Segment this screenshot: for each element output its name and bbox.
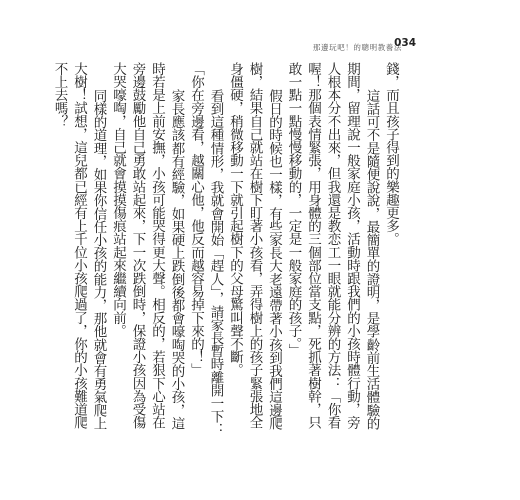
running-header: 那邊玩吧！的聰明教養法 <box>312 43 402 52</box>
body-text <box>51 62 400 440</box>
paragraph: 錢，而且孩子得到的樂趣更多。 <box>383 62 399 246</box>
paragraph: 假日的時候也一樣，有些家長大老遠帶著小孩到我們這邊爬樹，結果自己就站在樹下盯著小孩看，弄得樹上的孩子緊張地全身僵硬，稍微移動一下就引起樹下的父母驚叫聲不斷。 <box>227 62 282 430</box>
paragraph: 家長應該都有經驗，如果硬上跌倒後都會嚎啕哭的小孩，這時若是上前安撫，小孩可能哭得更大聲。相反的，若狠下心站在旁邊鼓勵他自己勇敢站起來，下一次跌倒時，保證小孩因為受傷大哭嚎啕，自己就會摸摸傷痕站起來繼續向前。 <box>110 62 185 430</box>
paragraph: 同樣的道理，如果你信任小孩的能力，那他就會有勇氣爬上大樹！試想，這兒都已經有上千位小孩爬過了，你的小孩難道爬不上去嗎？ <box>51 62 107 430</box>
paragraph: 這話可不是隨便說說，最簡單的證明，是學齡前生活體驗的期間，留理說一般家庭小孩，活動時跟我們的小孩時體行動，旁人根本分不出來，但我還是教恋工一眼就能分辨的方法：「你看喔！那個表情緊張，用身體的三個部位當支點，死抓著樹幹，只敢一點一點慢慢移動的，一定是一般家庭的孩子。」 <box>285 62 380 430</box>
paragraph: 看到這種情形，我就會開始「趕人」，請家長暫時離開一下：「你在旁邊看，越關心他，他反而越容易掉下來的！」 <box>188 62 224 436</box>
page-number: 034 <box>394 37 416 49</box>
